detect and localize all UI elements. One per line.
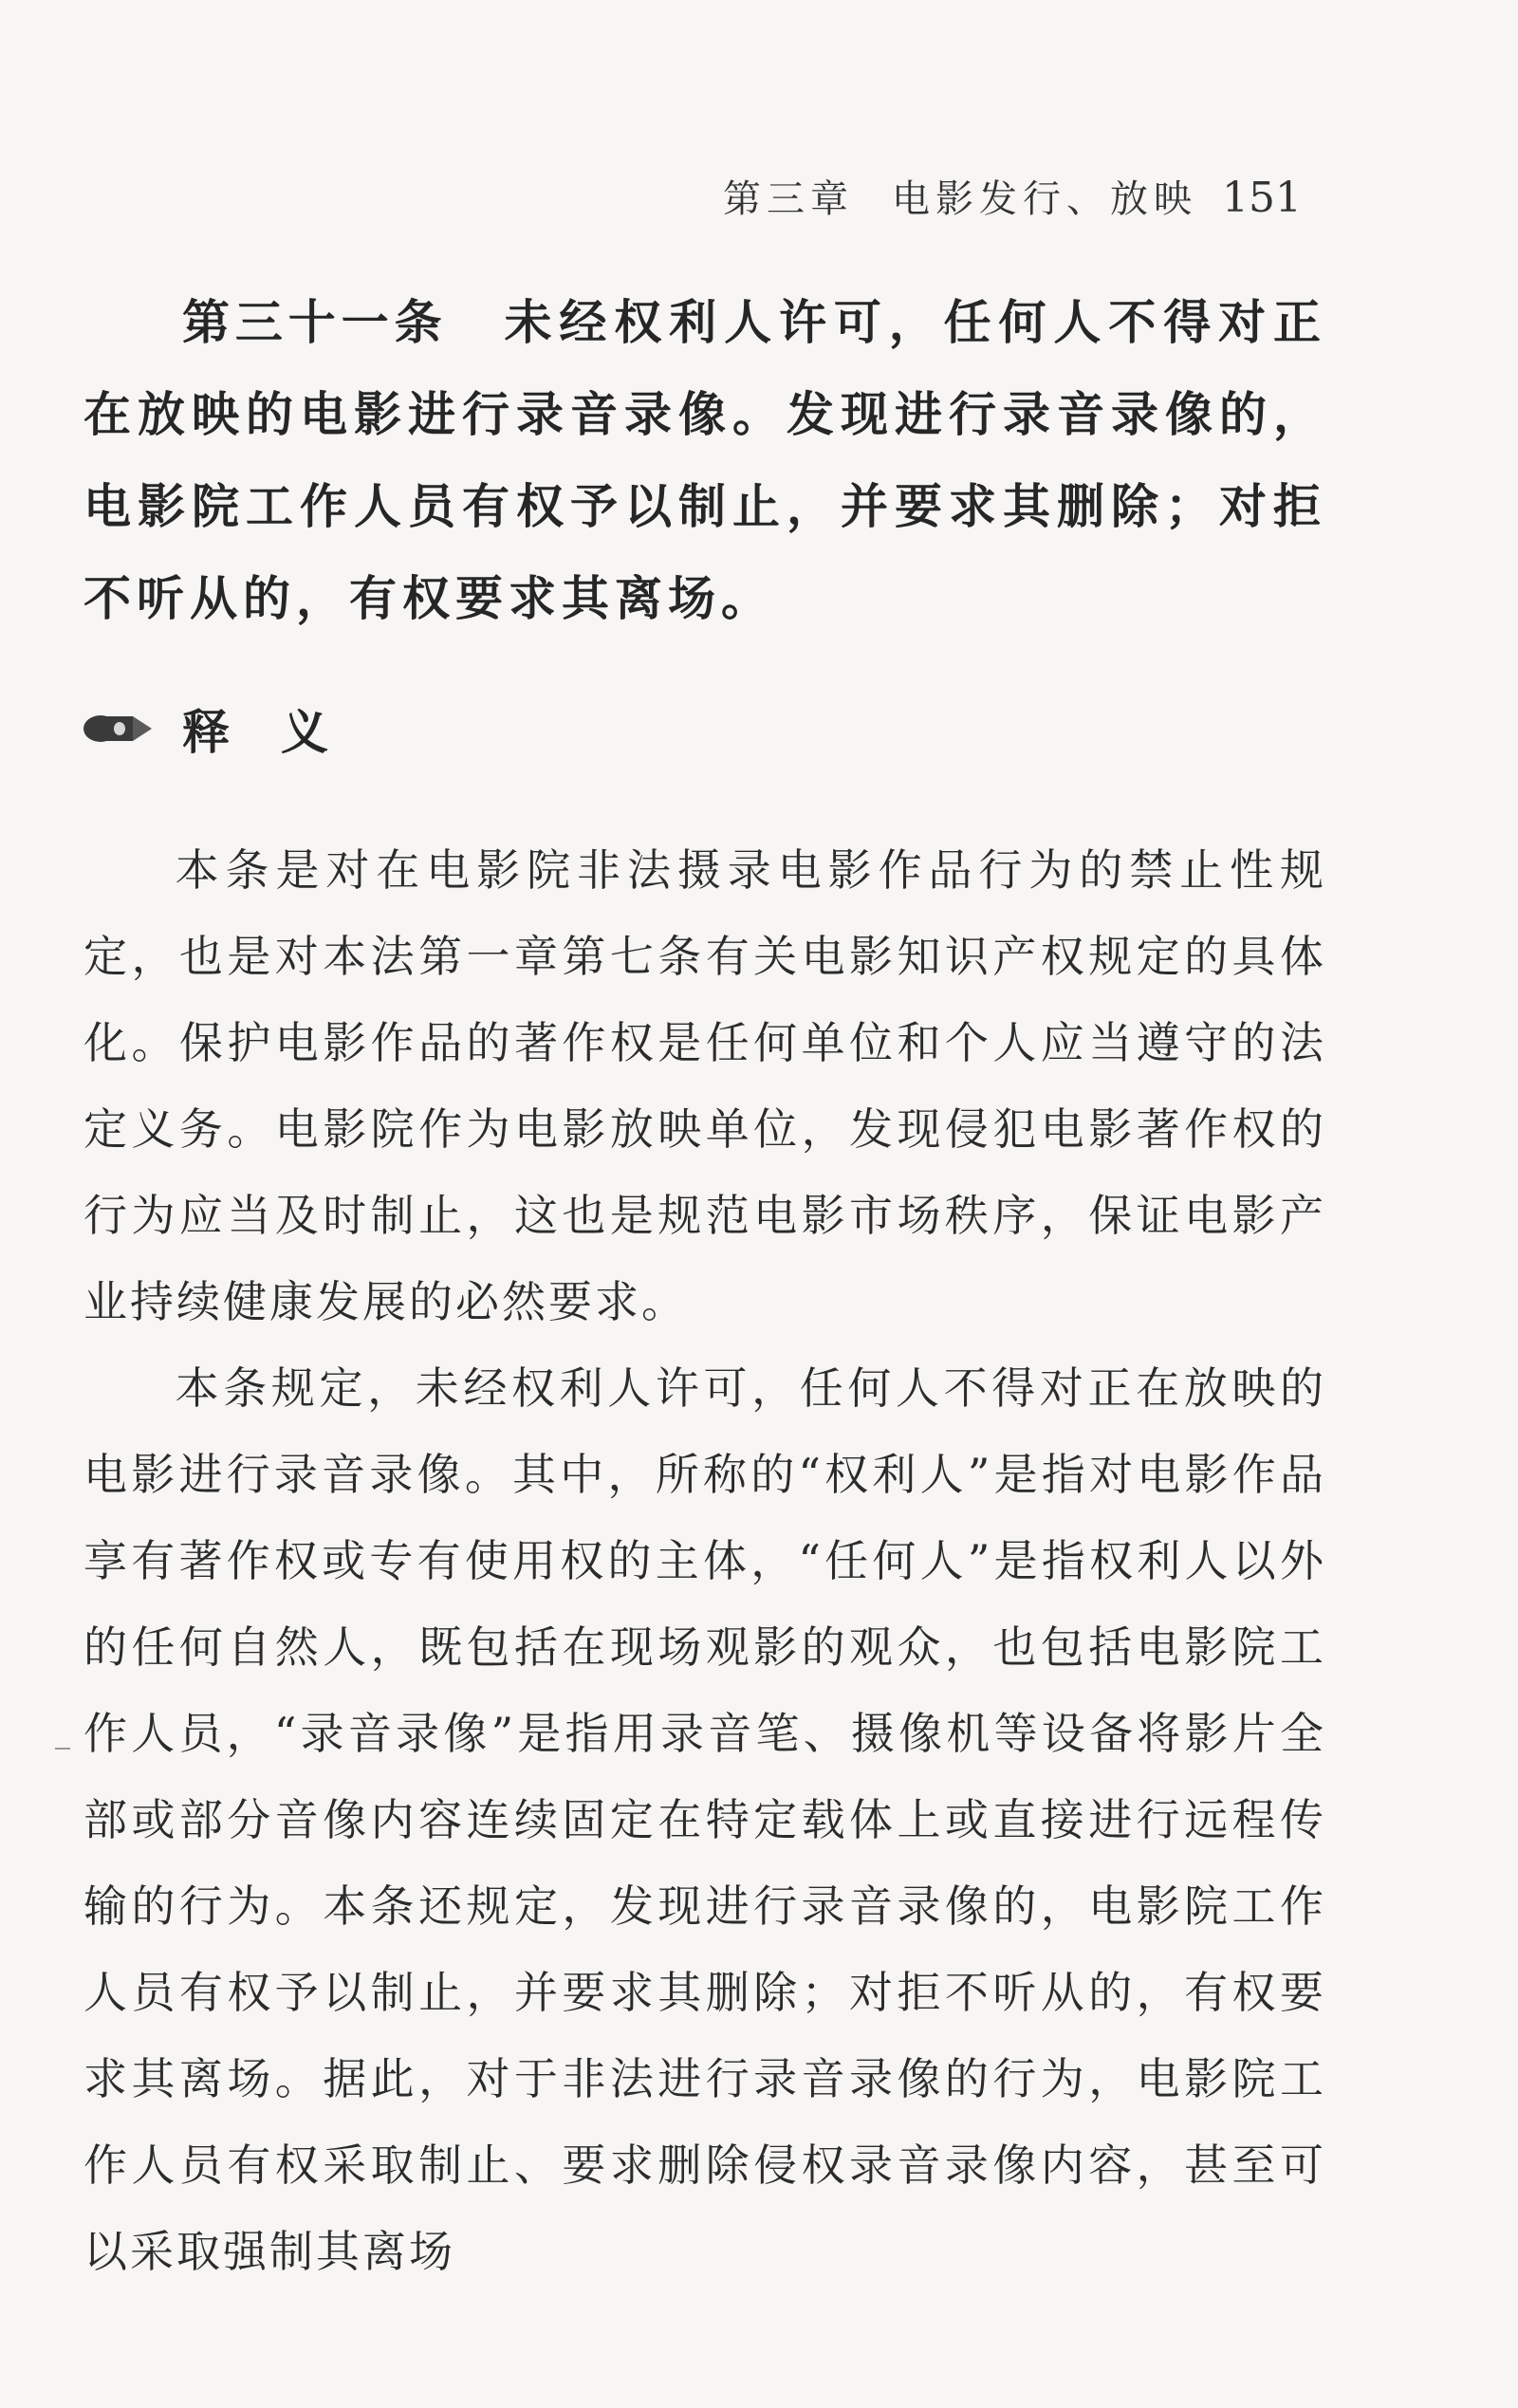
running-header	[723, 169, 1302, 223]
commentary-paragraph: 本条是对在电影院非法摄录电影作品行为的禁止性规定，也是对本法第一章第七条有关电影知识产权规定的具体化。保护电影作品的著作权是任何单位和个人应当遵守的法定义务。电影院作为电影放映单位，发现侵犯电影著作权的行为应当及时制止，这也是规范电影市场秩序，保证电影产业持续健康发展的必然要求。	[83, 844, 1326, 1327]
section-label: 电影发行、放映	[892, 177, 1198, 221]
section-heading	[82, 700, 380, 760]
chapter-label: 第三章	[723, 177, 855, 221]
article-text: 未经权利人许可，任何人不得对正在放映的电影进行录音录像。发现进行录音录像的，电影院工作人员有权予以制止，并要求其删除；对拒不听从的，有权要求其离场。	[83, 295, 1327, 626]
pen-nib-icon	[82, 710, 154, 748]
section-title: 释义	[182, 705, 380, 760]
commentary-paragraph: 本条规定，未经权利人许可，任何人不得对正在放映的电影进行录音录像。其中，所称的“权利人”是指对电影作品享有著作权或专有使用权的主体，“任何人”是指权利人以外的任何自然人，既包括在现场观影的观众，也包括电影院工作人员，“录音录像”是指用录音笔、摄像机等设备将影片全部或部分音像内容连续固定在特定载体上或直接进行远程传输的行为。本条还规定，发现进行录音录像的，电影院工作人员有权予以制止，并要求其删除；对拒不听从的，有权要求其离场。据此，对于非法进行录音录像的行为，电影院工作人员有权采取制止、要求删除侵权录音录像内容，甚至可以采取强制其离场	[83, 1362, 1326, 2277]
article-number: 第三十一条	[182, 295, 448, 350]
page-number: 151	[1222, 174, 1302, 222]
commentary-body	[83, 827, 1326, 2295]
article-provision	[83, 277, 1326, 645]
margin-mark	[55, 1748, 70, 1750]
